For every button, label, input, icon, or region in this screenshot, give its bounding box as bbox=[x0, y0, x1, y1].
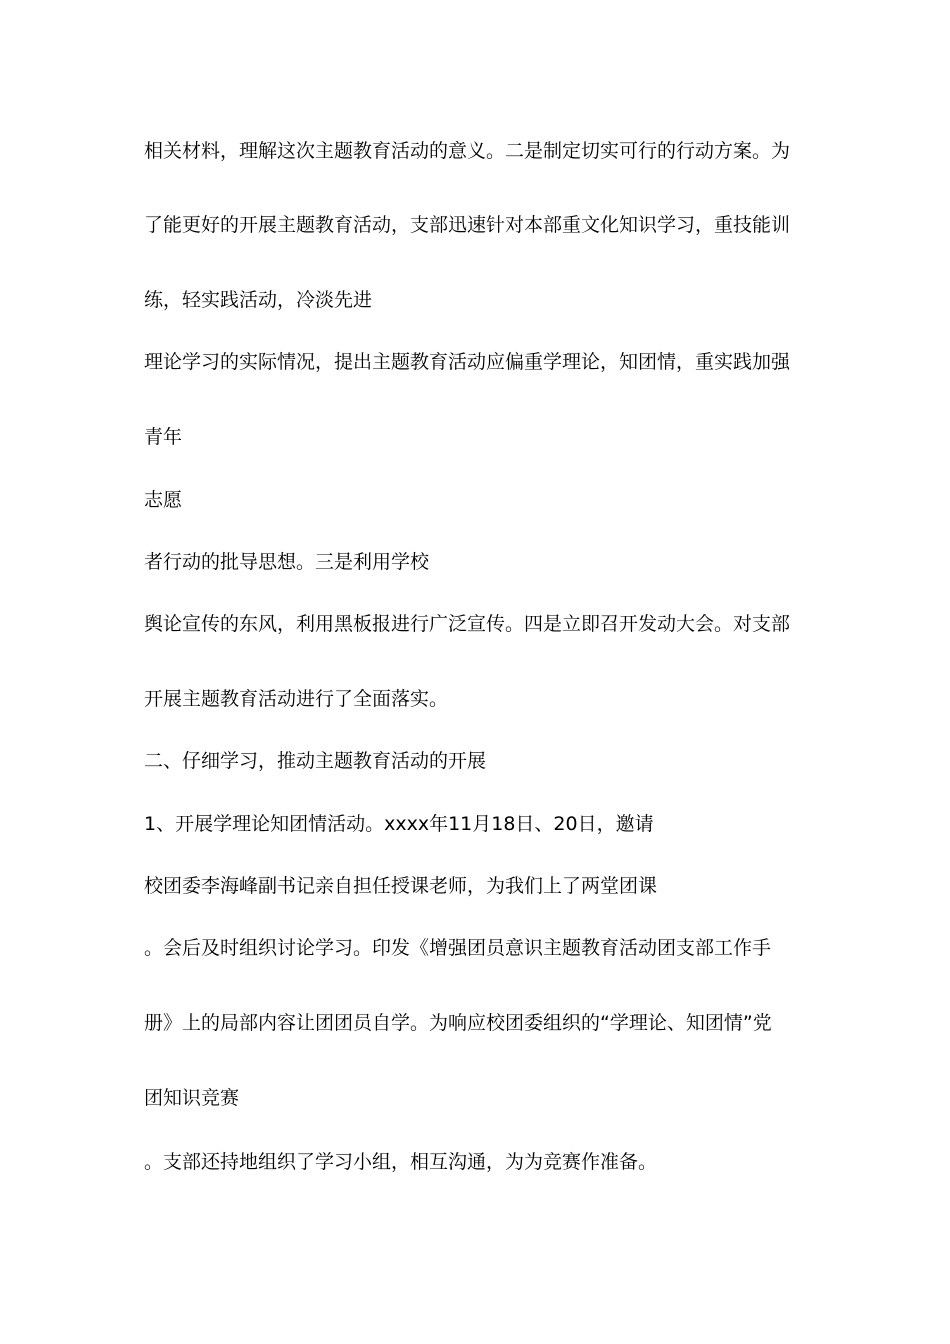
text-line: 册》上的局部内容让团团员自学。为响应校团委组织的“学理论、知团情”党 bbox=[144, 1012, 772, 1034]
text-line: 1、开展学理论知团情活动。xxxx年11月18日、20日，邀请 bbox=[144, 813, 654, 835]
text-line: 青年 bbox=[144, 426, 183, 448]
text-line: 相关材料，理解这次主题教育活动的意义。二是制定切实可行的行动方案。为 bbox=[144, 140, 791, 162]
text-line: 者行动的批导思想。三是利用学校 bbox=[144, 551, 430, 573]
text-line: 团知识竞赛 bbox=[144, 1087, 240, 1109]
section-heading: 二、仔细学习，推动主题教育活动的开展 bbox=[144, 750, 487, 772]
text-line: 。会后及时组织讨论学习。印发《增强团员意识主题教育活动团支部工作手 bbox=[144, 937, 772, 959]
text-line: 志愿 bbox=[144, 489, 183, 511]
text-line: 舆论宣传的东风，利用黑板报进行广泛宣传。四是立即召开发动大会。对支部 bbox=[144, 613, 791, 635]
text-line: 。支部还持地组织了学习小组，相互沟通，为为竞赛作准备。 bbox=[144, 1151, 658, 1173]
text-line: 理论学习的实际情况，提出主题教育活动应偏重学理论，知团情，重实践加强 bbox=[144, 351, 791, 373]
text-line: 校团委李海峰副书记亲自担任授课老师，为我们上了两堂团课 bbox=[144, 875, 658, 897]
text-line: 练，轻实践活动，冷淡先进 bbox=[144, 289, 373, 311]
text-line: 开展主题教育活动进行了全面落实。 bbox=[144, 688, 449, 710]
text-line: 了能更好的开展主题教育活动，支部迅速针对本部重文化知识学习，重技能训 bbox=[144, 214, 791, 236]
